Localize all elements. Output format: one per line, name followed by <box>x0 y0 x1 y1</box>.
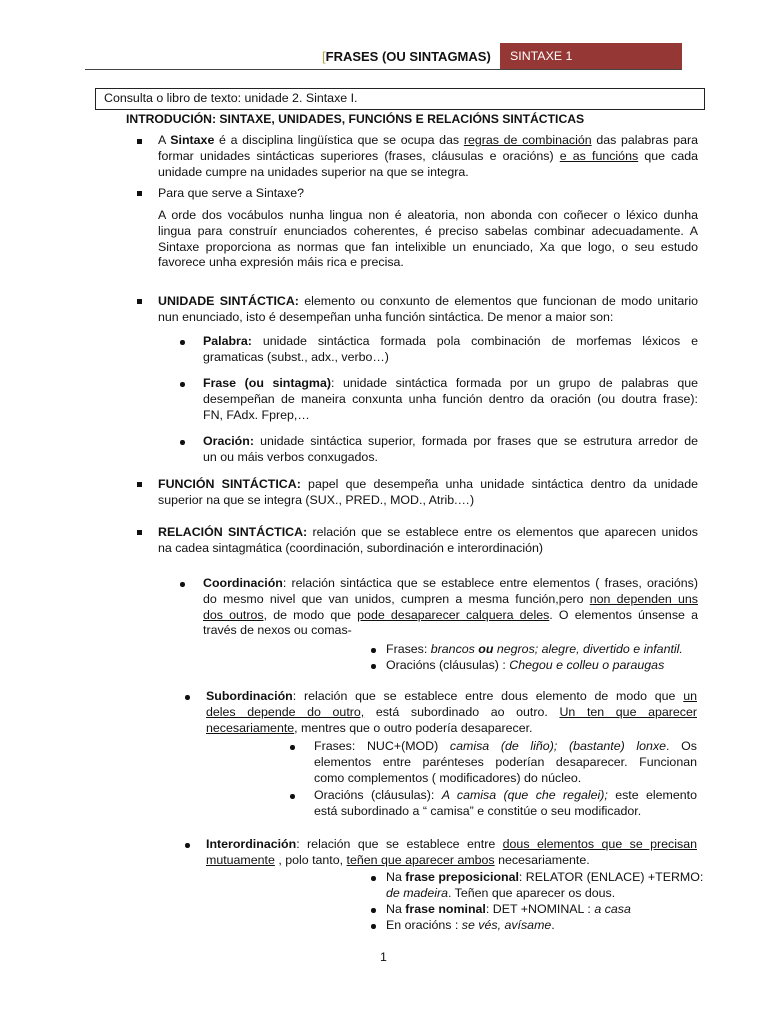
bullet-square <box>137 530 142 535</box>
bullet-dot <box>290 794 295 799</box>
intro-heading: INTRODUCIÓN: SINTAXE, UNIDADES, FUNCIÓNS E RELACIÓNS SINTÁCTICAS <box>126 112 585 126</box>
oracion-item: Oración: unidade sintáctica superior, formada por frases que se estrutura arredor de un ou máis verbos conxugados. <box>203 434 698 464</box>
subordinacion-item: Subordinación: relación que se establece entre dous elemento de modo que un deles depende do outro, está subordinado ao outro. Un ten que aparecer necesariamente, mentres que o outro podería desaparecer. <box>206 689 697 735</box>
bullet-dot <box>180 382 185 387</box>
header-bracket: [ <box>322 49 326 64</box>
unidade-paragraph: UNIDADE SINTÁCTICA: elemento ou conxunto de elementos que funcionan de modo unitario nun enunciado, isto é desempeñan unha función sintáctica. De menor a maior son: <box>158 294 699 324</box>
coordinacion-example-oracions: Oracións (cláusulas) : Chegou e colleu o paraugas <box>386 658 665 672</box>
bullet-dot <box>371 648 376 653</box>
bullet-square <box>137 191 142 196</box>
header-section-box <box>500 43 682 70</box>
sintaxe-line: formar unidades sintácticas superiores (frases, cláusulas e oracións) e as funcións que cada <box>158 148 698 163</box>
frase-item: Frase (ou sintagma): unidade sintáctica formada por un grupo de palabras que desempeñan de maneira conxunta unha función dentro da oración (ou doutra frase): FN, FAdx. Fprep,… <box>203 376 698 422</box>
subordinacion-example-oracions: Oracións (cláusulas): A camisa (que che regalei); este elemento está subordinado a “ camisa” e constitúe o seu modificador. <box>314 788 697 818</box>
subordinacion-example-frases: Frases: NUC+(MOD) camisa (de liño); (bastante) lonxe. Os elementos entre parénteses poderían desaparecer. Funcionan como complementos ( modificadores) do núcleo. <box>314 739 697 785</box>
interordinacion-item: Interordinación: relación que se establece entre dous elementos que se precisan mutuamente , polo tanto, teñen que aparecer ambos necesariamente. <box>206 837 697 867</box>
bullet-dot <box>371 876 376 881</box>
bullet-dot <box>290 745 295 750</box>
relacion-paragraph: RELACIÓN SINTÁCTICA: relación que se establece entre os elementos que aparecen unidos na cadea sintagmática (coordinación, subordinación e interordinación) <box>158 525 698 555</box>
bullet-square <box>137 139 142 144</box>
interordinacion-example-oracions: En oracións : se vés, avísame. <box>386 918 555 932</box>
funcion-paragraph: FUNCIÓN SINTÁCTICA: papel que desempeña unha unidade sintáctica dentro da unidade superior na que se integra (SUX., PRED., MOD., Atrib.…) <box>158 477 698 507</box>
para-que-question: Para que serve a Sintaxe? <box>158 186 305 200</box>
bullet-dot <box>180 340 185 345</box>
bullet-dot <box>180 582 185 587</box>
sintaxe-line: A Sintaxe é a disciplina lingüística que se ocupa das regras de combinación das palabras para <box>158 133 698 147</box>
bullet-dot <box>185 695 190 700</box>
sintaxe-line: unidade cumpre na unidades superior na que se integra. <box>158 164 469 179</box>
bullet-dot <box>371 908 376 913</box>
header-rule <box>85 69 682 70</box>
sintaxe-paragraph <box>158 133 698 180</box>
bullet-square <box>137 482 142 487</box>
coordinacion-item: Coordinación: relación sintáctica que se establece entre elementos ( frases, oracións) do mesmo nivel que van unidos, cumpren a mesma función,pero non dependen uns dos outros, de modo que pode desaparecer calquera deles. O elementos únsense a través de nexos ou comas- <box>203 576 698 638</box>
coordinacion-example-frases: Frases: brancos ou negros; alegre, divertido e infantil. <box>386 642 683 656</box>
bullet-dot <box>371 664 376 669</box>
unidade-term: UNIDADE SINTÁCTICA: <box>158 294 299 308</box>
bullet-dot <box>180 440 185 445</box>
interordinacion-example-fprep: Na frase preposicional: RELATOR (ENLACE) +TERMO: de madeira. Teñen que aparecer os dous. <box>386 870 704 900</box>
bullet-dot <box>371 924 376 929</box>
bullet-dot <box>185 843 190 848</box>
header-title <box>322 49 491 65</box>
bullet-square <box>137 299 142 304</box>
consulta-box <box>95 88 705 110</box>
interordinacion-example-fn: Na frase nominal: DET +NOMINAL : a casa <box>386 902 631 916</box>
header-title-text: FRASES (OU SINTAGMAS) <box>325 49 491 64</box>
para-que-paragraph: A orde dos vocábulos nunha lingua non é aleatoria, non abonda con coñecer o léxico dunha lingua para construír enunciados coherentes, é preciso sabelas combinar adecuadamente. A Sintaxe proporciona as normas que fan intelixible un enunciado, Xa que logo, o seu estudo favorece unha expresión máis rica e precisa. <box>158 208 698 270</box>
consulta-text: Consulta o libro de texto: unidade 2. Sintaxe I. <box>104 91 358 105</box>
header-section-label: SINTAXE 1 <box>510 49 573 63</box>
palabra-item: Palabra: unidade sintáctica formada pola combinación de morfemas léxicos e gramaticas (subst., adx., verbo…) <box>203 334 698 364</box>
page-number: 1 <box>380 950 387 964</box>
